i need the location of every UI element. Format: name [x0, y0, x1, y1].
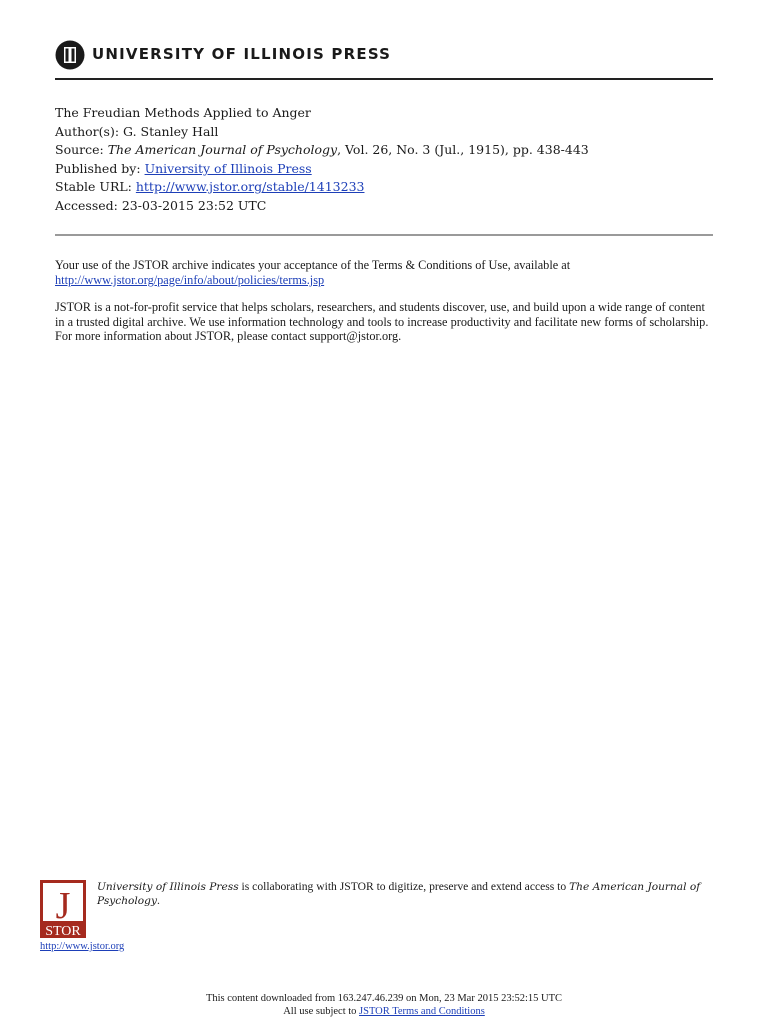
article-source: Source: The American Journal of Psychology, Vol. 26, No. 3 (Jul., 1915), pp. 438-443 — [55, 142, 589, 158]
jstor-logo-text: STOR — [45, 924, 81, 938]
terms-url-link[interactable]: http://www.jstor.org/page/info/about/policies/terms.jsp — [55, 272, 325, 287]
article-authors: Author(s): G. Stanley Hall — [55, 123, 219, 139]
terms-conditions-link[interactable]: JSTOR Terms and Conditions — [359, 1005, 485, 1017]
metadata-divider — [55, 234, 713, 236]
download-notice: This content downloaded from 163.247.46.239 on Mon, 23 Mar 2015 23:52:15 UTC All use subject to JSTOR Terms and Conditions — [205, 993, 563, 1017]
collaboration-notice: University of Illinois Press is collaborating with JSTOR to digitize, preserve and extend access to The American Journal of Psychology. — [97, 880, 701, 908]
article-metadata — [55, 104, 589, 216]
jstor-home-link[interactable]: http://www.jstor.org — [40, 941, 125, 952]
article-published-by: Published by: University of Illinois Press — [55, 160, 312, 176]
journal-title: The American Journal of Psychology — [107, 142, 338, 158]
jstor-about: JSTOR is a not-for-profit service that helps scholars, researchers, and students discover, use, and build upon a wide range of content in a trusted digital archive. We use information technology and tools to increase productivity and facilitate new forms of scholarship. For more information about JSTOR, please contact support@jstor.org. — [55, 300, 709, 344]
jstor-logo-icon — [40, 880, 86, 938]
jstor-logo-letter: J — [55, 885, 71, 927]
stable-url-link[interactable]: http://www.jstor.org/stable/1413233 — [135, 179, 365, 195]
illinois-press-logo-icon — [55, 40, 85, 70]
article-stable-url: Stable URL: http://www.jstor.org/stable/1413233 — [55, 179, 365, 195]
article-accessed: Accessed: 23-03-2015 23:52 UTC — [55, 197, 267, 213]
publisher-header: UNIVERSITY OF ILLINOIS PRESS — [92, 45, 392, 63]
terms-notice: Your use of the JSTOR archive indicates your acceptance of the Terms & Conditions of Use, available at http://www.jstor.org/page/info/about/policies/terms.jsp — [55, 258, 571, 287]
publisher-link[interactable]: University of Illinois Press — [144, 160, 312, 176]
header-divider — [55, 78, 713, 80]
article-title: The Freudian Methods Applied to Anger — [55, 105, 311, 120]
